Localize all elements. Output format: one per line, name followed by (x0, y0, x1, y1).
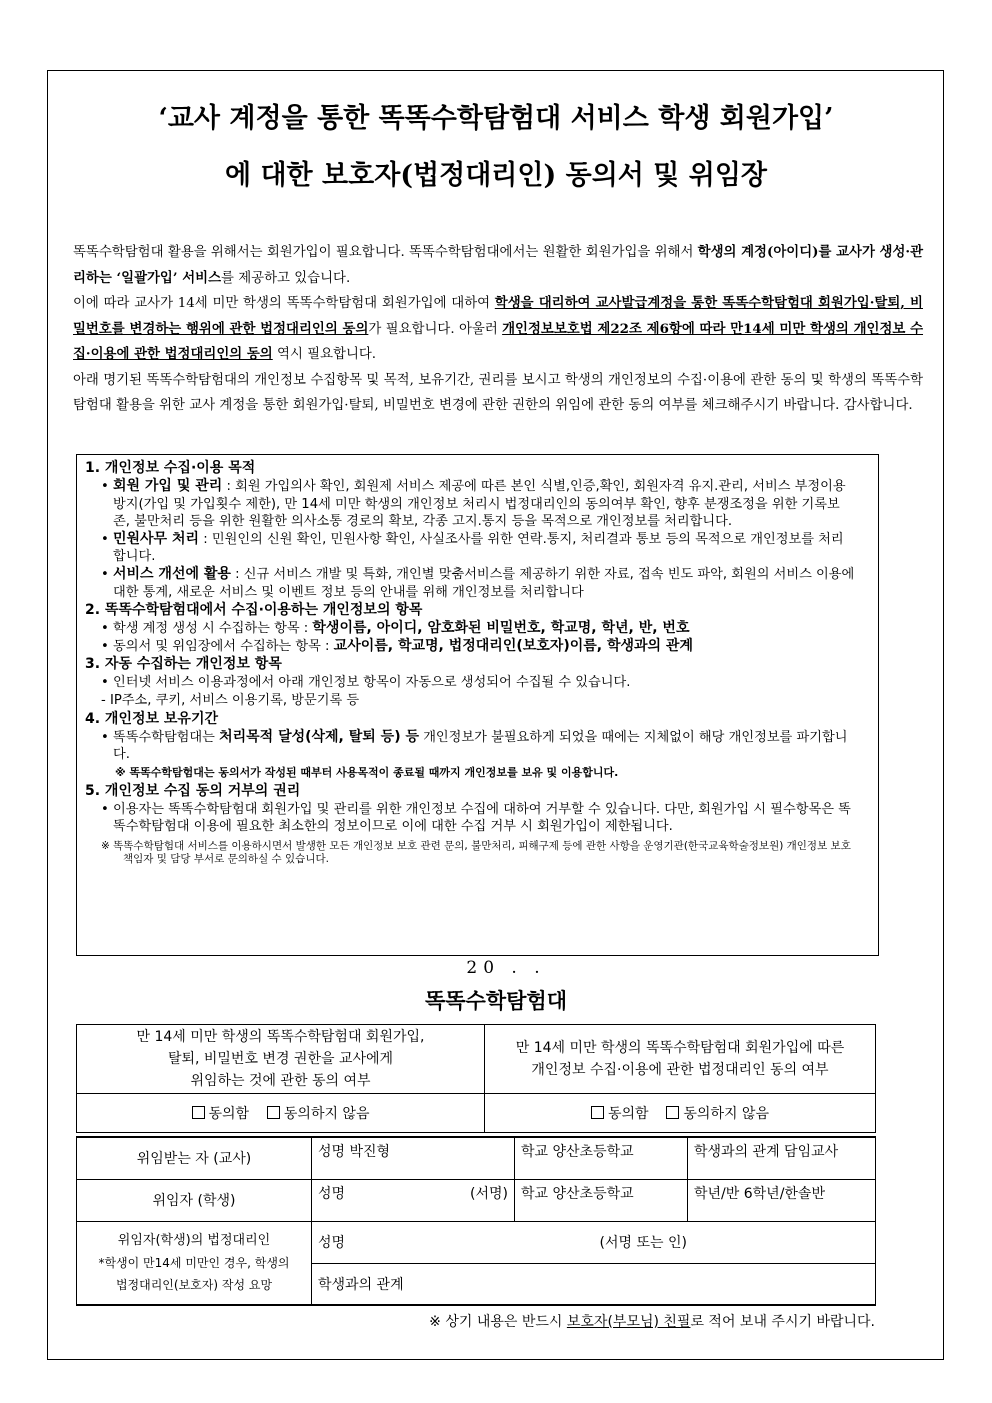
consent-choice-privacy (485, 1094, 876, 1133)
retention-note: ※ 똑똑수학탐험대는 동의서가 작성된 때부터 사용목적이 종료될 때까지 개인정보를 보유 및 이용합니다. (115, 765, 619, 779)
title-line-2: 에 대한 보호자(법정대리인) 동의서 및 위임장 (224, 160, 768, 191)
organization-name: 똑똑수학탐험대 (424, 989, 567, 1013)
bullet-item: • 민원사무 처리 : 민원인의 신원 확인, 민원사항 확인, 사실조사를 위한 연락.통지, 처리결과 통보 등의 목적으로 개인정보를 처리합니다. (101, 530, 844, 565)
bullet-item: • 인터넷 서비스 이용과정에서 아래 개인정보 항목이 자동으로 생성되어 수집될 수 있습니다. (101, 675, 631, 691)
agree-checkbox[interactable]: 동의함 (591, 1106, 649, 1122)
closing-note: ※ 상기 내용은 반드시 보호자(부모님) 친필로 적어 보내 주시기 바랍니다. (429, 1314, 875, 1330)
consent-table (76, 1024, 876, 1133)
bullet-item: • 서비스 개선에 활용 : 신규 서비스 개발 및 특화, 개인별 맞춤서비스를 제공하기 위한 자료, 접속 빈도 파악, 회원의 서비스 이용에 대한 통계, 새로운 서비스 및 이벤트 정보 등의 안내를 위해 개인정보를 처리합니다 (101, 565, 855, 600)
section-heading: 1. 개인정보 수집·이용 목적 (85, 460, 256, 476)
privacy-info-box (76, 454, 879, 956)
sub-item: - IP주소, 쿠키, 서비스 이용기록, 방문기록 등 (101, 692, 360, 708)
student-name-field[interactable]: 성명 (서명) (312, 1179, 515, 1221)
teacher-school[interactable]: 학교 양산초등학교 (515, 1137, 688, 1179)
footnote: ※ 똑똑수학탐험대 서비스를 이용하시면서 발생한 모든 개인정보 보호 관련 문의, 불만처리, 피해구제 등에 관한 사항을 운영기관(한국교육학술정보원) 개인정보 보호 책임자 및 담당 부서로 문의하실 수 있습니다. (101, 839, 851, 865)
bullet-item: • 학생 계정 생성 시 수집하는 항목 : 학생이름, 아이디, 암호화된 비밀번호, 학교명, 학년, 반, 번호 (101, 620, 690, 637)
disagree-checkbox[interactable]: 동의하지 않음 (267, 1106, 370, 1122)
intro-text: 똑똑수학탐험대 활용을 위해서는 회원가입이 필요합니다. 똑똑수학탐험대에서는 원활한 회원가입을 위해서 학생의 계정(아이디)를 교사가 생성·관리하는 ‘일괄가입’ 서비스를 제공하고 있습니다. 이에 따라 교사가 14세 미만 학생의 똑똑수학탐험대 회원가입에 대하여 학생을 대리하여 교사발급계정을 통한 똑똑수학탐험대 회원가입·탈퇴, 비밀번호를 변경하는 행위에 관한 법정대리인의 동의가 필요합니다. 아울러 개인정보보호법 제22조 제6항에 따라 만14세 미만 학생의 개인정보 수집·이용에 관한 법정대리인의 동의 역시 필요합니다. 아래 명기된 똑똑수학탐험대의 개인정보 수집항목 및 목적, 보유기간, 권리를 보시고 학생의 개인정보의 수집·이용에 관한 동의 및 학생의 똑똑수학탐험대 활용을 위한 교사 계정을 통한 회원가입·탈퇴, 비밀번호 변경에 관한 권한의 위임에 관한 동의 여부를 체크해주시기 바랍니다. 감사합니다. (73, 244, 924, 413)
consent-choice-delegation (77, 1094, 485, 1133)
student-school[interactable]: 학교 양산초등학교 (515, 1179, 688, 1221)
guardian-relationship-field[interactable]: 학생과의 관계 (312, 1263, 876, 1305)
section-heading: 5. 개인정보 수집 동의 거부의 권리 (85, 782, 301, 799)
student-label: 위임자 (학생) (77, 1179, 312, 1221)
guardian-label: 위임자(학생)의 법정대리인 *학생이 만14세 미만인 경우, 학생의 법정대리인(보호자) 작성 요망 (77, 1221, 312, 1305)
section-heading: 4. 개인정보 보유기간 (85, 710, 218, 727)
student-class[interactable]: 학년/반 6학년/한솔반 (688, 1179, 876, 1221)
disagree-checkbox[interactable]: 동의하지 않음 (666, 1106, 769, 1122)
teacher-name[interactable]: 성명 박진형 (312, 1137, 515, 1179)
teacher-label: 위임받는 자 (교사) (77, 1137, 312, 1179)
date-line: 20 . . (466, 958, 546, 978)
consent-header-privacy: 만 14세 미만 학생의 똑똑수학탐험대 회원가입에 따른 개인정보 수집·이용에 관한 법정대리인 동의 여부 (485, 1025, 876, 1094)
delegation-table (76, 1136, 876, 1306)
bullet-item: • 동의서 및 위임장에서 수집하는 항목 : 교사이름, 학교명, 법정대리인(보호자)이름, 학생과의 관계 (101, 637, 693, 654)
section-heading: 2. 똑똑수학탐험대에서 수집·이용하는 개인정보의 항목 (85, 602, 423, 619)
consent-header-delegation: 만 14세 미만 학생의 똑똑수학탐험대 회원가입, 탈퇴, 비밀번호 변경 권한을 교사에게 위임하는 것에 관한 동의 여부 (77, 1025, 485, 1094)
teacher-relationship[interactable]: 학생과의 관계 담임교사 (688, 1137, 876, 1179)
guardian-name-field[interactable]: 성명 (서명 또는 인) (312, 1221, 876, 1263)
bullet-item: • 똑똑수학탐험대는 처리목적 달성(삭제, 탈퇴 등) 등 개인정보가 불필요하게 되었을 때에는 지체없이 해당 개인정보를 파기합니다. (101, 728, 848, 763)
title-line-1: ‘교사 계정을 통한 똑똑수학탐험대 서비스 학생 회원가입’ (158, 103, 834, 134)
bullet-item: • 회원 가입 및 관리 : 회원 가입의사 확인, 회원제 서비스 제공에 따른 본인 식별,인증,확인, 회원자격 유지.관리, 서비스 부정이용 방지(가입 및 가입횟수 제한), 만 14세 미만 학생의 개인정보 처리시 법정대리인의 동의여부 확인, 향후 분쟁조정을 위한 기록보존, 불만처리 등을 위한 원활한 의사소통 경로의 확보, 각종 고지.통지 등을 목적으로 개인정보를 처리합니다. (101, 478, 846, 530)
bullet-item: • 이용자는 똑똑수학탐험대 회원가입 및 관리를 위한 개인정보 수집에 대하여 거부할 수 있습니다. 다만, 회원가입 시 필수항목은 똑똑수학탐험대 이용에 필요한 최소한의 정보이므로 이에 대한 수집 거부 시 회원가입이 제한됩니다. (101, 801, 851, 835)
agree-checkbox[interactable]: 동의함 (192, 1106, 250, 1122)
section-heading: 3. 자동 수집하는 개인정보 항목 (85, 656, 282, 673)
